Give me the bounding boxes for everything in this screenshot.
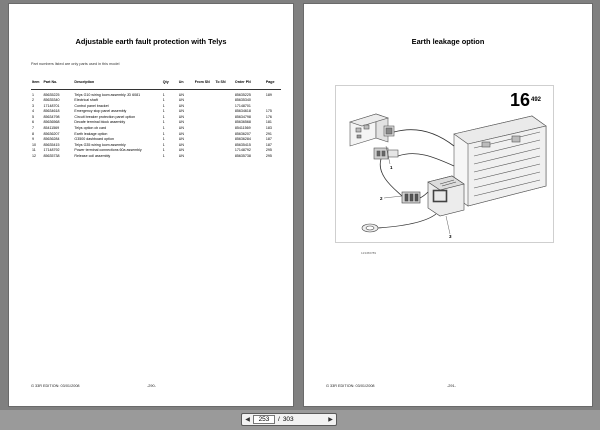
cell-part-no: 85634618	[43, 109, 60, 114]
cell-part-no: 85636284	[43, 137, 60, 142]
right-footer-page-number: -291-	[447, 384, 456, 388]
cell-un: UN	[178, 148, 184, 153]
cell-description: Electrical shaft	[74, 98, 98, 103]
page-navigator	[241, 413, 337, 426]
right-page	[303, 3, 593, 407]
cell-description: Emergency stop panel assembly	[74, 109, 127, 114]
cell-description: Earth leakage option	[74, 131, 108, 136]
parts-table-body	[31, 89, 281, 160]
cell-order-pn: 85635415	[234, 142, 251, 147]
cell-description: Power terminal connections 60a assembly	[74, 148, 142, 153]
cell-qty: 1	[162, 120, 165, 125]
cell-item: 9	[32, 137, 34, 142]
parts-table-header	[31, 77, 281, 89]
cell-order-pn: 85634618	[234, 109, 251, 114]
connector-drawing	[374, 148, 398, 159]
cell-qty: 1	[162, 142, 165, 147]
cell-item: 10	[32, 142, 36, 147]
toroid-drawing	[362, 224, 378, 232]
total-pages: 303	[282, 416, 294, 423]
cell-un: UN	[178, 131, 184, 136]
table-row	[31, 154, 281, 160]
cell-un: UN	[178, 120, 184, 125]
cell-qty: 1	[162, 131, 165, 136]
col-to-sn: To SN	[214, 77, 233, 89]
col-qty: Qty	[162, 77, 178, 89]
left-footer-edition: G 33R EDITION: 03/01/2008	[31, 384, 80, 388]
cell-qty: 1	[162, 148, 165, 153]
figure-number-main: 16	[509, 90, 530, 110]
cell-order-pn: 85634798	[234, 114, 251, 119]
cell-un: UN	[178, 154, 184, 159]
table-row	[31, 89, 281, 98]
right-footer-edition: G 33R EDITION: 03/01/2008	[326, 384, 375, 388]
cell-item: 5	[32, 114, 34, 119]
viewer-toolbar	[0, 410, 600, 430]
cell-qty: 1	[162, 98, 165, 103]
cell-page: 176	[265, 114, 272, 119]
cell-part-no: 17148792	[43, 148, 60, 153]
col-item: Item	[31, 77, 42, 89]
cell-part-no: 85635415	[43, 142, 60, 147]
parts-table	[31, 77, 281, 160]
exploded-diagram	[335, 85, 554, 255]
cell-page: 295	[265, 154, 272, 159]
cell-item: 4	[32, 109, 34, 114]
cell-order-pn: 17148792	[234, 148, 251, 153]
next-page-icon[interactable]: ▶	[328, 417, 333, 423]
left-footer-page-number: -290-	[147, 384, 156, 388]
cell-description: Control panel bracket	[74, 103, 109, 108]
current-page-field[interactable]: 253	[253, 415, 275, 424]
cell-part-no: 85634798	[43, 114, 60, 119]
cell-part-no: 85635738	[43, 154, 60, 159]
cell-page: 291	[265, 131, 272, 136]
cell-item: 11	[32, 148, 36, 153]
cell-order-pn: 85636284	[234, 137, 251, 142]
prev-page-icon[interactable]: ◀	[245, 417, 250, 423]
callout-3: 3	[449, 234, 452, 239]
cell-un: UN	[178, 98, 184, 103]
cell-description: Telys G35 wiring loom assembly	[74, 142, 126, 147]
cell-page: 295	[265, 148, 272, 153]
cell-part-no: 17148701	[43, 103, 60, 108]
cell-description: Telys G10 wiring loom assembly JD 6081	[74, 92, 141, 97]
cell-order-pn: 85635738	[234, 154, 251, 159]
cabinet-drawing	[454, 116, 546, 206]
cell-un: UN	[178, 103, 184, 108]
cell-un: UN	[178, 92, 184, 97]
cell-qty: 1	[162, 126, 165, 131]
cell-part-no: 85635225	[43, 92, 60, 97]
cell-un: UN	[178, 142, 184, 147]
parts-note: Part numbers listed are only parts used in this model	[31, 62, 120, 66]
module-drawing	[384, 126, 394, 136]
diagram-illustration	[336, 86, 555, 244]
cell-order-pn: 85636568	[234, 120, 251, 125]
cell-order-pn: 85636207	[234, 131, 251, 136]
cell-part-no: 85635340	[43, 98, 60, 103]
cell-order-pn: 85635340	[234, 98, 251, 103]
cell-un: UN	[178, 126, 184, 131]
cell-order-pn: 85635225	[234, 92, 251, 97]
cell-part-no: 85636207	[43, 131, 60, 136]
figure-label: 123456789	[361, 251, 377, 255]
cell-un: UN	[178, 137, 184, 142]
cell-from-sn	[194, 154, 215, 160]
col-from-sn: From SN	[194, 77, 215, 89]
cell-description: Circuit breaker protection panel option	[74, 114, 136, 119]
cell-qty: 1	[162, 154, 165, 159]
cell-un: UN	[178, 114, 184, 119]
cell-qty: 1	[162, 92, 165, 97]
cell-qty: 1	[162, 109, 165, 114]
cell-from-sn	[194, 89, 215, 98]
cell-item: 6	[32, 120, 34, 125]
left-page-title: Adjustable earth fault protection with Telys	[75, 37, 227, 46]
cell-qty: 1	[162, 103, 165, 108]
col-page: Page	[265, 77, 281, 89]
earth-leakage-relay-drawing	[428, 176, 464, 216]
cell-item: 7	[32, 126, 34, 131]
cell-order-pn: 17148701	[234, 103, 251, 108]
cell-description: Telys option cb card	[74, 126, 107, 131]
cell-un: UN	[178, 109, 184, 114]
cell-to-sn	[214, 89, 233, 98]
cell-item: 12	[32, 154, 36, 159]
cell-description: Decafe terminal block assembly	[74, 120, 126, 125]
cell-part-no: 85636568	[43, 120, 60, 125]
col-description: Description	[73, 77, 161, 89]
cell-item: 1	[32, 92, 34, 97]
right-page-title: Earth leakage option	[411, 37, 485, 46]
cell-page: 189	[265, 92, 272, 97]
cell-item: 8	[32, 131, 34, 136]
cell-description: Release coil assembly	[74, 154, 111, 159]
cell-part-no: 85411569	[43, 126, 60, 131]
cell-page: 187	[265, 142, 272, 147]
col-part-no: Part No.	[42, 77, 73, 89]
left-page	[8, 3, 294, 407]
cell-description: G3500 dashboard option	[74, 137, 114, 142]
col-order-pn: Order PN	[234, 77, 265, 89]
col-un: Un	[178, 77, 194, 89]
cell-item: 2	[32, 98, 34, 103]
cell-item: 3	[32, 103, 34, 108]
cell-order-pn: 85411569	[234, 126, 251, 131]
page-separator: /	[278, 416, 280, 423]
terminal-block-drawing	[402, 192, 420, 203]
cell-to-sn	[214, 154, 233, 160]
cell-page: 175	[265, 109, 272, 114]
cell-page: 187	[265, 137, 272, 142]
cell-page: 183	[265, 126, 272, 131]
callout-2: 2	[380, 196, 383, 201]
cell-qty: 1	[162, 137, 165, 142]
cell-page: 181	[265, 120, 272, 125]
control-panel-drawing	[350, 114, 388, 146]
cell-qty: 1	[162, 114, 165, 119]
callout-1: 1	[390, 165, 393, 170]
figure-number-sub: 492	[530, 97, 541, 103]
